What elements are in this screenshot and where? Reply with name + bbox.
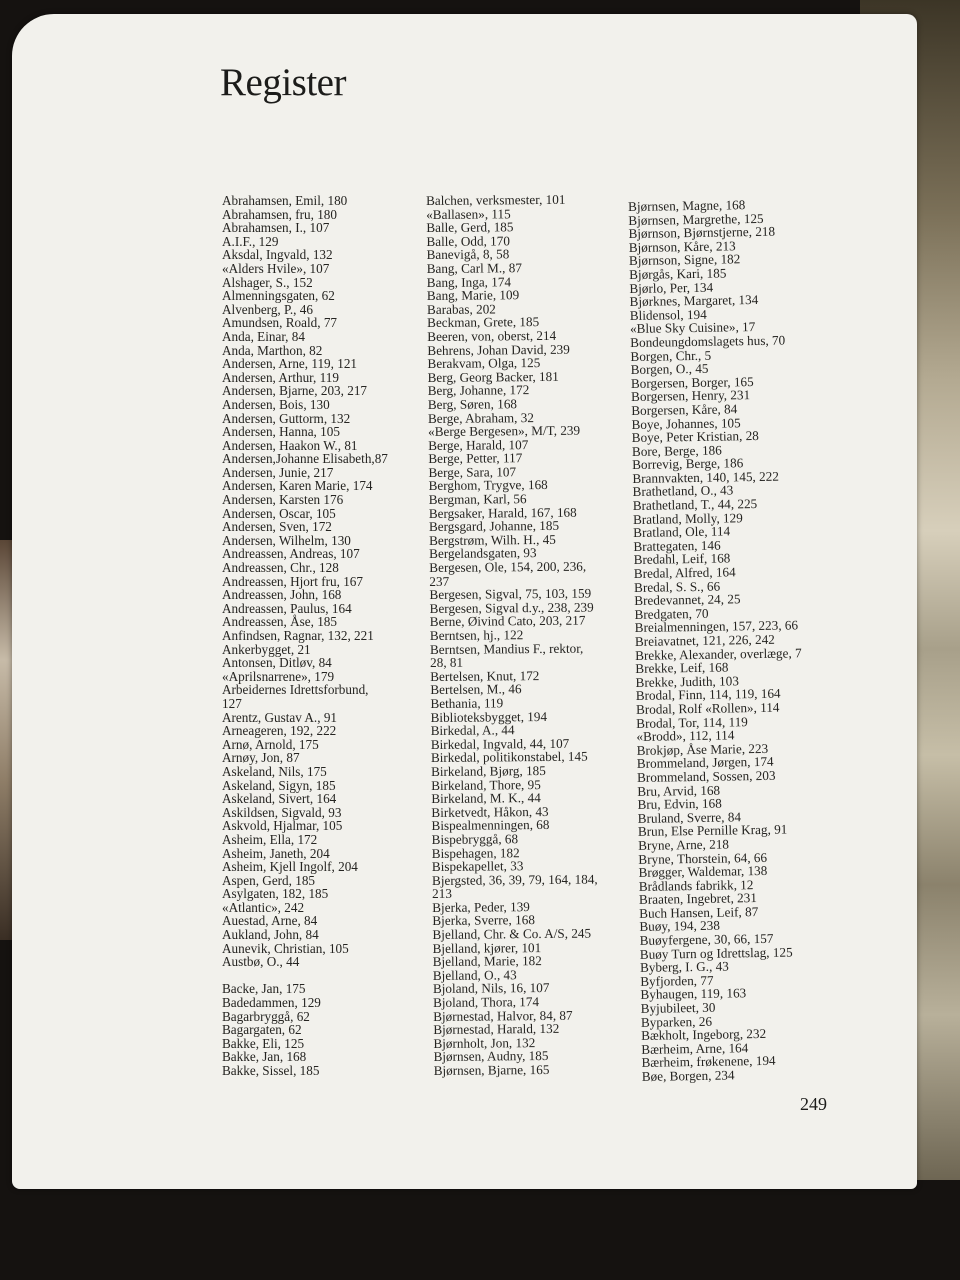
index-entry: Berg, Georg Backer, 181	[427, 368, 559, 385]
index-entry: Andersen, Sven, 172	[222, 519, 332, 535]
index-entry: Bjelland, Chr. & Co. A/S, 245	[432, 925, 592, 943]
index-entry: Bryne, Arne, 218	[638, 836, 730, 853]
index-entry: Brathetland, O., 43	[632, 482, 734, 500]
index-entry: Buøyfergene, 30, 66, 157	[639, 930, 774, 948]
index-entry: Andersen, Bois, 130	[222, 396, 330, 412]
index-entry: Askvold, Hjalmar, 105	[222, 818, 343, 834]
index-entry: Birkeland, M. K., 44	[431, 790, 541, 807]
index-entry: Askildsen, Sigvald, 93	[222, 804, 342, 820]
index-entry: Andersen, Guttorm, 132	[222, 410, 351, 426]
index-entry: Bjoland, Nils, 16, 107	[432, 980, 550, 997]
index-entry: Berntsen, Mandius F., rektor,	[429, 640, 584, 657]
index-entry: Aukland, John, 84	[222, 927, 319, 943]
index-entry: Arnøy, Jon, 87	[222, 750, 300, 766]
index-entry: Bore, Berge, 186	[631, 442, 722, 459]
index-entry: «Aprilsnarrene», 179	[222, 668, 335, 684]
index-entry: Almenningsgaten, 62	[222, 288, 335, 304]
index-entry: Bispekapellet, 33	[431, 858, 524, 875]
index-entry: Balchen, verksmester, 101	[425, 191, 566, 208]
index-entry: Brokjøp, Åse Marie, 223	[636, 740, 769, 758]
index-entry: Brun, Else Pernille Krag, 91	[637, 821, 788, 840]
index-entry: Brøgger, Waldemar, 138	[638, 862, 768, 881]
index-entry: Byberg, I. G., 43	[639, 958, 729, 976]
index-entry: Bondeungdomslagets hus, 70	[630, 332, 786, 350]
index-entry: Borgersen, Kåre, 84	[631, 401, 738, 418]
index-entry: Bjørknes, Margaret, 134	[629, 292, 759, 310]
index-entry: Berntsen, hj., 122	[429, 627, 524, 643]
index-entry: Bergesen, Sigval, 75, 103, 159	[429, 585, 592, 603]
index-entry: Auestad, Arne, 84	[222, 913, 318, 929]
index-entry: «Alders Hvile», 107	[222, 260, 330, 276]
index-entry: Borgen, O., 45	[630, 360, 709, 378]
index-entry: Birkedal, politikonstabel, 145	[430, 748, 588, 766]
index-entry	[222, 969, 427, 983]
index-entry: Breialmenningen, 157, 223, 66	[634, 617, 799, 636]
index-entry: Bruland, Sverre, 84	[637, 809, 742, 826]
index-entry: Bakke, Eli, 125	[222, 1035, 305, 1051]
index-entry: Andreassen, Åse, 185	[222, 614, 337, 630]
index-entry: Birkedal, A., 44	[430, 722, 515, 739]
index-entry: Bjørnsen, Bjarne, 165	[433, 1061, 550, 1078]
index-entry: Bjørgås, Kari, 185	[629, 265, 727, 282]
index-entry: Bredal, Alfred, 164	[633, 564, 736, 581]
index-entry: Aksdal, Ingvald, 132	[222, 247, 333, 263]
index-entry: Berge, Harald, 107	[428, 436, 529, 453]
index-entry: Bjørnson, Kåre, 213	[628, 238, 736, 255]
index-entry: Brodal, Tor, 114, 119	[636, 713, 748, 731]
index-entry: Bergman, Karl, 56	[428, 491, 527, 508]
index-entry: Berghom, Trygve, 168	[428, 477, 548, 494]
index-entry: Andreassen, Chr., 128	[222, 560, 339, 576]
index-entry: Andersen, Karsten 176	[222, 492, 344, 508]
index-entry: Badedammen, 129	[222, 995, 321, 1011]
index-entry: Buøy, 194, 238	[639, 918, 721, 935]
index-entry: Bjoland, Thora, 174	[432, 994, 540, 1011]
index-entry: Buøy Turn og Idrettslag, 125	[639, 944, 793, 962]
index-entry: Bethania, 119	[430, 695, 504, 711]
index-entry: Bjerka, Peder, 139	[432, 898, 530, 915]
index-entry: Brattegaten, 146	[633, 537, 721, 554]
index-entry: Birketvedt, Håkon, 43	[431, 803, 549, 820]
index-entry: Bergesen, Ole, 154, 200, 236,	[429, 558, 587, 576]
index-entry: Bratland, Molly, 129	[632, 509, 743, 527]
index-entry: Arentz, Gustav A., 91	[222, 709, 338, 725]
index-entry: 237	[429, 573, 450, 589]
index-column-3	[628, 197, 847, 1084]
index-entry: Askeland, Sivert, 164	[222, 791, 337, 807]
index-entry: Anda, Marthon, 82	[222, 342, 323, 358]
index-entry: «Brodd», 112, 114	[636, 727, 735, 745]
index-entry: Beeren, von, oberst, 214	[427, 327, 557, 344]
index-entry: Borrevig, Berge, 186	[632, 455, 744, 473]
index-entry: Bjelland, O., 43	[432, 967, 517, 983]
index-entry: Bergsgard, Johanne, 185	[428, 518, 560, 535]
index-entry: Brådlands fabrikk, 12	[638, 876, 754, 894]
index-entry: Bru, Arvid, 168	[637, 782, 721, 799]
index-entry: Bispealmenningen, 68	[431, 817, 550, 834]
index-entry: Borgersen, Henry, 231	[630, 387, 751, 405]
index-entry: Bjørnsen, Audny, 185	[433, 1048, 549, 1065]
index-entry: Bang, Carl M., 87	[426, 260, 522, 276]
index-entry: «Berge Bergesen», M/T, 239	[428, 422, 581, 440]
index-entry: Andersen, Oscar, 105	[222, 505, 336, 521]
index-entry: Bertelsen, Knut, 172	[430, 667, 540, 684]
index-entry: Berne, Øivind Cato, 203, 217	[429, 613, 586, 630]
index-entry: «Ballasen», 115	[426, 205, 511, 222]
index-entry: Asheim, Kjell Ingolf, 204	[222, 859, 358, 875]
index-entry: Brodal, Rolf «Rollen», 114	[635, 699, 780, 717]
index-entry: Andersen, Wilhelm, 130	[222, 532, 351, 548]
index-entry: 213	[432, 886, 452, 902]
index-entry: Andersen, Arthur, 119	[222, 369, 339, 385]
index-entry: Balle, Gerd, 185	[426, 219, 514, 236]
index-entry: Andersen,Johanne Elisabeth,87	[222, 451, 388, 467]
book-page	[12, 14, 917, 1189]
index-entry: Abrahamsen, Emil, 180	[222, 193, 348, 208]
index-entry: Breiavatnet, 121, 226, 242	[634, 631, 775, 649]
index-entry: Brekke, Alexander, overlæge, 7	[635, 644, 802, 663]
index-entry: Alshager, S., 152	[222, 274, 313, 290]
index-entry: Andreassen, Paulus, 164	[222, 600, 352, 616]
index-entry: A.I.F., 129	[222, 233, 279, 249]
index-entry: Borgen, Chr., 5	[630, 347, 712, 364]
index-entry: Bagargaten, 62	[222, 1022, 302, 1038]
index-entry: Abrahamsen, I., 107	[222, 220, 330, 236]
index-entry: Bispebryggå, 68	[431, 831, 519, 847]
index-entry: Bryne, Thorstein, 64, 66	[638, 849, 768, 867]
index-entry: Bjelland, Marie, 182	[432, 953, 542, 970]
index-entry: Bakke, Jan, 168	[222, 1049, 307, 1065]
index-entry: Backe, Jan, 175	[222, 981, 306, 997]
index-entry: Berg, Søren, 168	[427, 396, 518, 412]
index-entry: Bjergsted, 36, 39, 79, 164, 184,	[431, 871, 598, 888]
index-entry: Boye, Peter Kristian, 28	[631, 428, 759, 446]
index-entry: Byparken, 26	[640, 1013, 713, 1030]
index-entry: Bredahl, Leif, 168	[633, 550, 731, 568]
index-entry: Bredevannet, 24, 25	[634, 591, 741, 609]
index-entry: 28, 81	[430, 654, 464, 671]
index-entry: «Blue Sky Cuisine», 17	[629, 319, 756, 337]
index-entry: Brannvakten, 140, 145, 222	[632, 468, 779, 486]
index-column-1	[222, 194, 427, 1078]
index-entry: Asylgaten, 182, 185	[222, 886, 329, 902]
index-entry: Bjørlo, Per, 134	[629, 279, 714, 296]
index-column-2	[426, 192, 639, 1077]
index-entry: Banevigå, 8, 58	[426, 246, 510, 263]
index-entry: Bøe, Borgen, 234	[641, 1067, 735, 1084]
index-entry: Bergsaker, Harald, 167, 168	[428, 504, 577, 521]
index-entry: Aunevik, Christian, 105	[222, 940, 349, 956]
index-entry: Askeland, Nils, 175	[222, 763, 327, 779]
index-entry: Bergesen, Sigval d.y., 238, 239	[429, 599, 594, 616]
index-entry: Birkeland, Bjørg, 185	[430, 762, 546, 779]
index-entry: Arnø, Arnold, 175	[222, 736, 319, 752]
index-entry: Anfindsen, Ragnar, 132, 221	[222, 628, 374, 643]
index-entry: Abrahamsen, fru, 180	[222, 206, 337, 222]
index-entry: Bjørnsen, Margrethe, 125	[628, 210, 764, 228]
index-entry: Arbeidernes Idrettsforbund,	[222, 682, 369, 698]
index-entry: Braaten, Ingebret, 231	[638, 890, 758, 908]
index-entry: Bjørnholt, Jon, 132	[433, 1034, 536, 1051]
index-entry: Andreassen, Hjort fru, 167	[222, 573, 363, 589]
index-entry: Bang, Inga, 174	[426, 273, 512, 290]
index-entry: Bjelland, kjører, 101	[432, 939, 542, 956]
index-entry: Bjørnestad, Harald, 132	[433, 1021, 560, 1038]
index-entry: Birkedal, Ingvald, 44, 107	[430, 735, 570, 752]
index-entry: Bertelsen, M., 46	[430, 681, 522, 698]
index-entry: Arneageren, 192, 222	[222, 723, 337, 739]
index-entry: Behrens, Johan David, 239	[427, 341, 570, 358]
index-entry: Borgersen, Borger, 165	[630, 373, 754, 391]
index-entry: Andreassen, John, 168	[222, 587, 342, 603]
index-entry: Biblioteksbygget, 194	[430, 708, 548, 725]
index-entry: Blidensol, 194	[629, 306, 707, 323]
index-entry: Andersen, Arne, 119, 121	[222, 356, 358, 372]
index-entry: Bredal, S. S., 66	[633, 578, 721, 595]
index-entry: Antonsen, Ditløv, 84	[222, 655, 332, 671]
index-entry: Bru, Edvin, 168	[637, 795, 722, 813]
index-entry: Byjubileet, 30	[640, 999, 716, 1016]
index-entry: Aspen, Gerd, 185	[222, 872, 316, 888]
index-entry: Bjørnson, Bjørnstjerne, 218	[628, 223, 776, 242]
index-entry: Barabas, 202	[426, 301, 496, 317]
index-entry: Bjørnson, Signe, 182	[628, 251, 741, 269]
index-entry: Bakke, Sissel, 185	[222, 1063, 320, 1078]
index-entry: Brekke, Leif, 168	[635, 659, 729, 677]
index-entry: Bergstrøm, Wilh. H., 45	[428, 531, 556, 548]
page-title: Register	[220, 61, 346, 104]
index-entry: Andersen, Karen Marie, 174	[222, 478, 373, 494]
index-entry: Bang, Marie, 109	[426, 287, 520, 304]
index-entry: Berge, Sara, 107	[428, 464, 517, 480]
index-entry: Austbø, O., 44	[222, 954, 300, 970]
page-number: 249	[800, 1094, 827, 1114]
index-entry: Bjørnsen, Magne, 168	[627, 197, 746, 214]
index-entry: Bergelandsgaten, 93	[429, 545, 537, 562]
index-entry: Brommeland, Jørgen, 174	[636, 754, 774, 772]
index-entry: Asheim, Ella, 172	[222, 831, 318, 847]
index-entry: Brodal, Finn, 114, 119, 164	[635, 686, 781, 704]
index-entry: Amundsen, Roald, 77	[222, 315, 338, 331]
index-entry: Andersen, Haakon W., 81	[222, 437, 358, 453]
index-entry: Byfjorden, 77	[640, 972, 714, 989]
index-entry: Andersen, Bjarne, 203, 217	[222, 383, 368, 399]
index-entry: Bagarbryggå, 62	[222, 1008, 310, 1024]
index-entry: Brekke, Judith, 103	[635, 673, 739, 690]
index-entry: Brommeland, Sossen, 203	[636, 767, 776, 785]
index-entry: Bredgaten, 70	[634, 605, 709, 622]
index-entry: Alvenberg, P., 46	[222, 301, 313, 317]
index-entry: Birkeland, Thore, 95	[431, 776, 541, 793]
index-entry: Askeland, Sigyn, 185	[222, 777, 336, 793]
index-entry: 127	[222, 695, 242, 711]
index-entry: Berg, Johanne, 172	[427, 382, 530, 399]
index-entry: Bratland, Ole, 114	[633, 523, 731, 541]
index-entry: Asheim, Janeth, 204	[222, 845, 330, 861]
index-entry: Andersen, Hanna, 105	[222, 424, 340, 440]
index-entry: Bærheim, Arne, 164	[641, 1040, 749, 1057]
index-entry: Berge, Petter, 117	[428, 450, 523, 467]
index-entry: «Atlantic», 242	[222, 899, 305, 915]
index-entry: Boye, Johannes, 105	[631, 414, 741, 432]
index-entry: Byhaugen, 119, 163	[640, 985, 747, 1003]
index-entry: Bjørnestad, Halvor, 84, 87	[433, 1007, 573, 1024]
index-entry: Bispehagen, 182	[431, 844, 520, 861]
index-entry: Beckman, Grete, 185	[427, 314, 540, 331]
index-entry: Anda, Einar, 84	[222, 328, 305, 344]
index-entry: Bjerka, Sverre, 168	[432, 912, 535, 929]
index-entry: Berge, Abraham, 32	[427, 409, 534, 426]
index-entry: Andreassen, Andreas, 107	[222, 546, 360, 562]
index-entry: Buch Hansen, Leif, 87	[639, 903, 759, 921]
index-entry: Berakvam, Olga, 125	[427, 355, 541, 372]
index-entry: Andersen, Junie, 217	[222, 464, 334, 480]
index-entry: Balle, Odd, 170	[426, 233, 510, 249]
index-entry: Ankerbygget, 21	[222, 641, 311, 657]
index-entry: Bækholt, Ingeborg, 232	[641, 1026, 767, 1044]
index-entry: Bærheim, frøkenene, 194	[641, 1053, 776, 1071]
index-entry: Brathetland, T., 44, 225	[632, 496, 758, 514]
